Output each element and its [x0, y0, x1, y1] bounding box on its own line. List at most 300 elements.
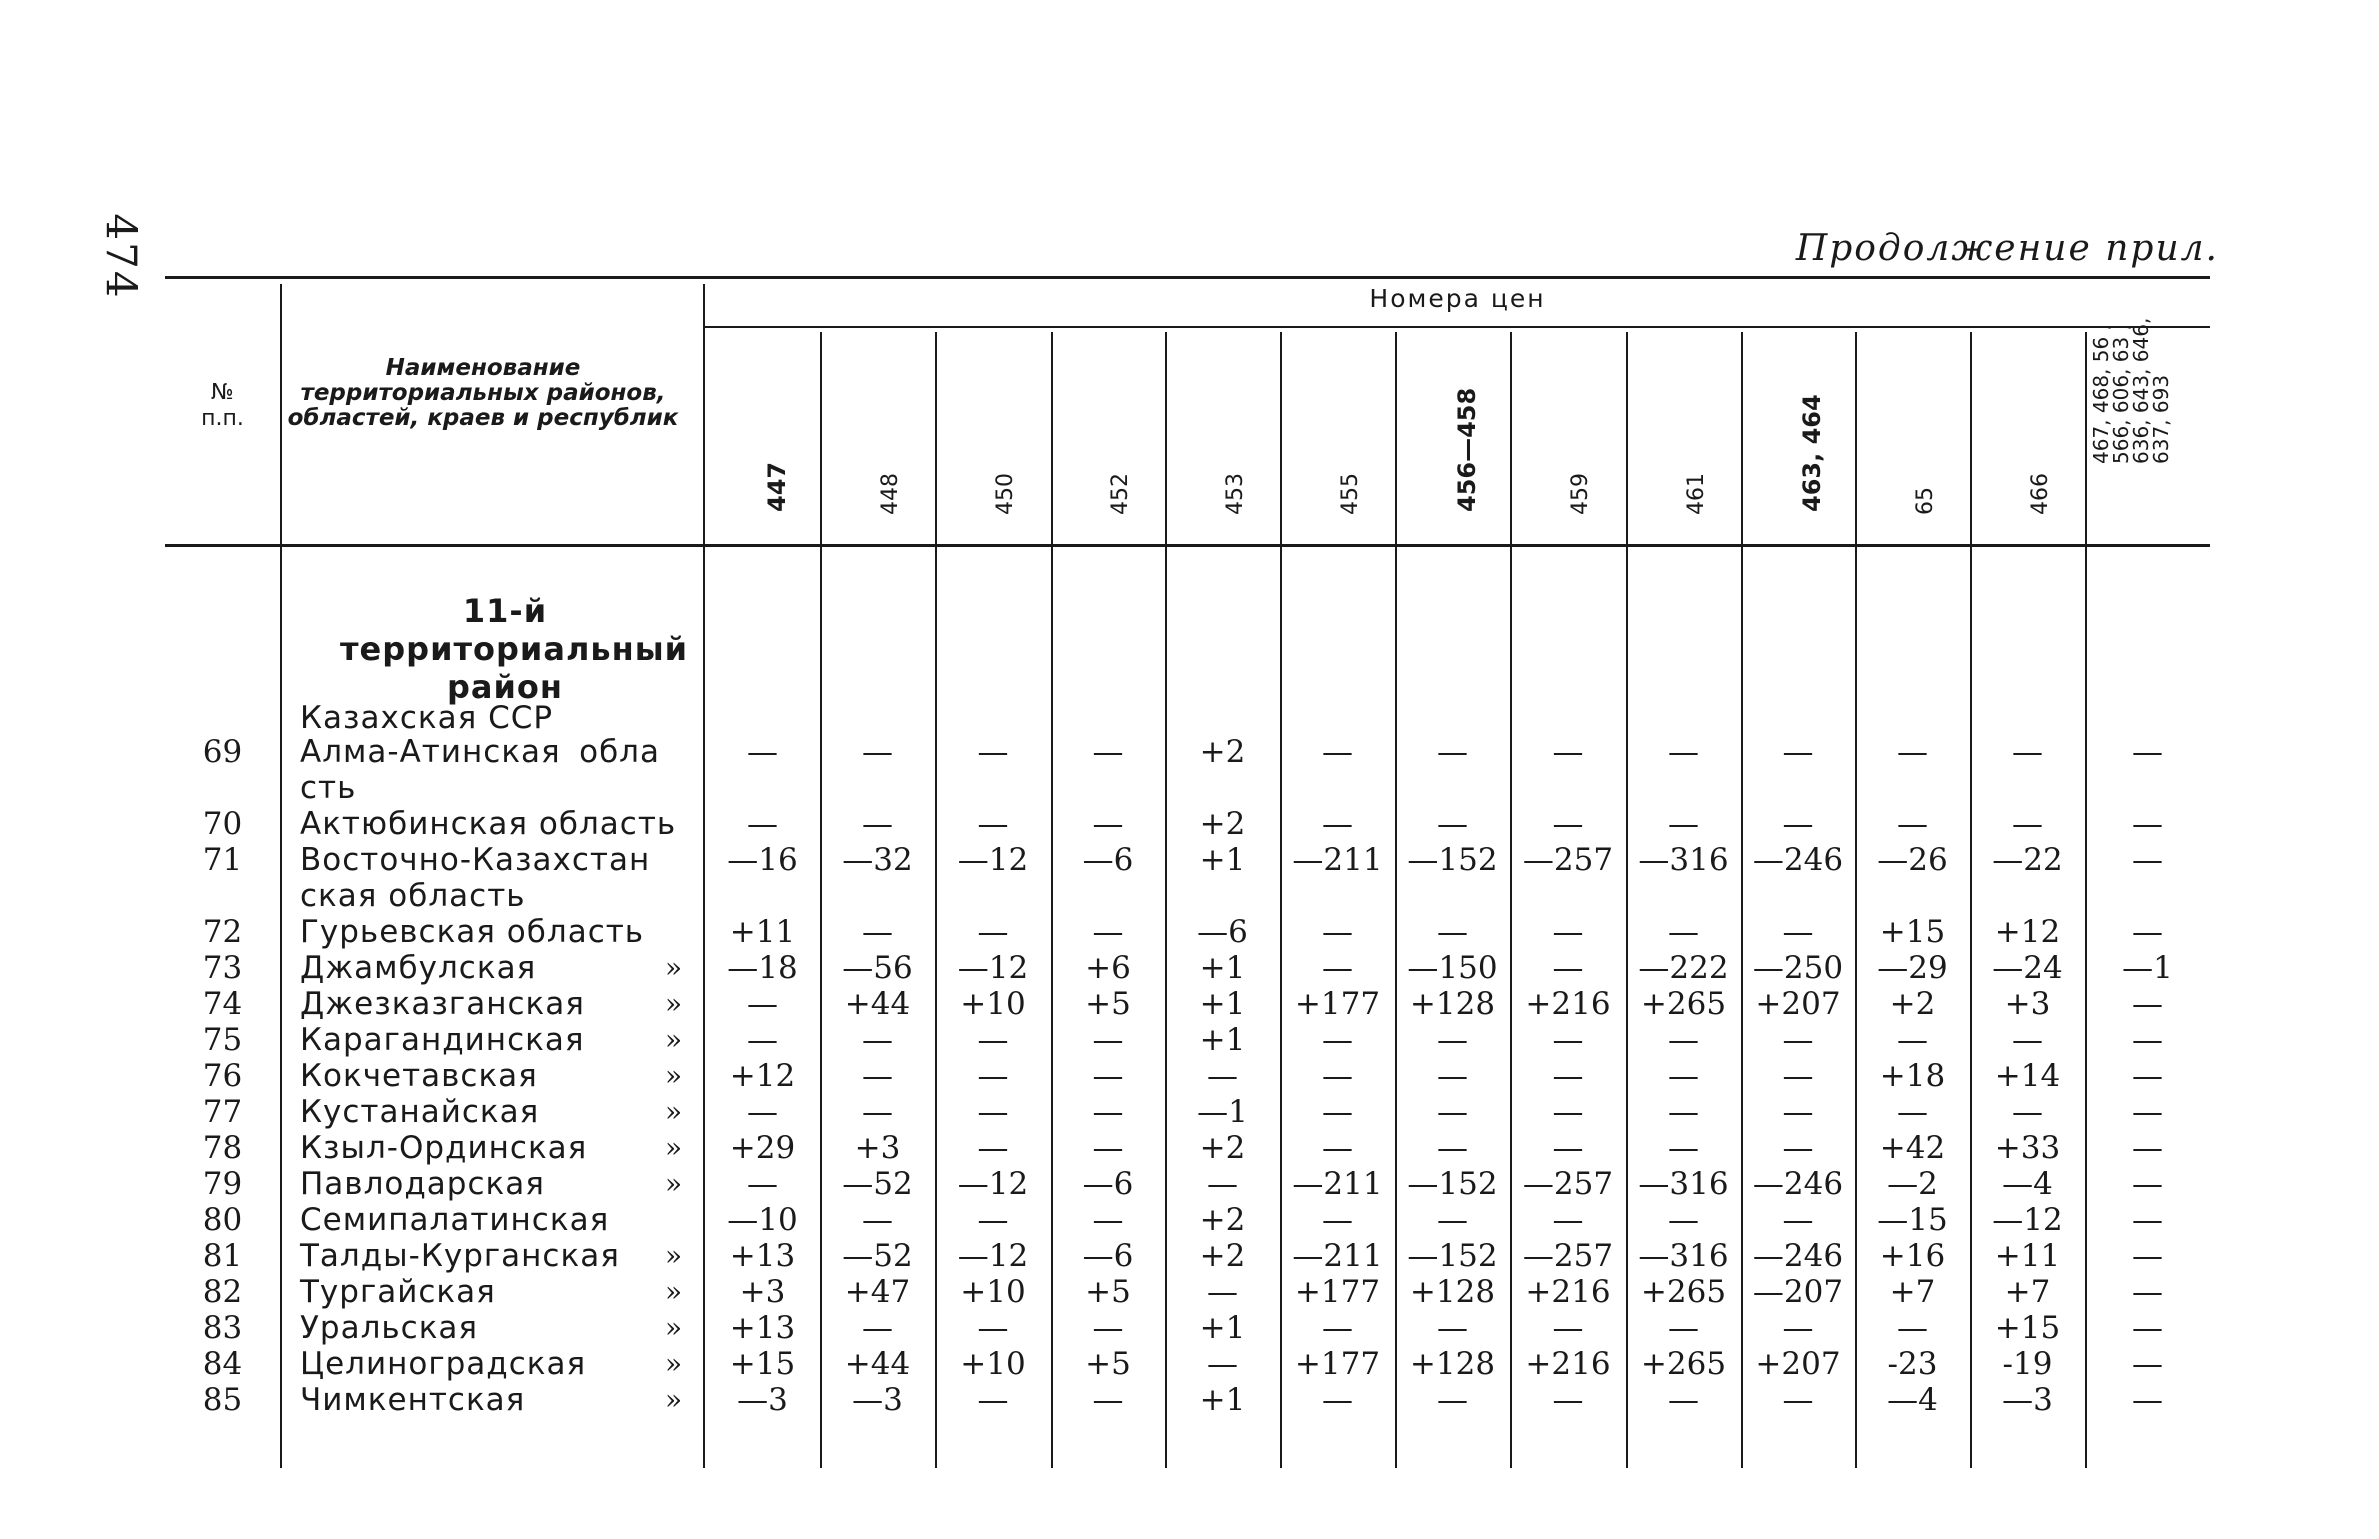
row-number: 83 [202, 1310, 243, 1346]
price-adjustment-cell: — [1782, 1022, 1814, 1058]
region-name: Кустанайская [300, 1094, 540, 1130]
ditto-mark: » [665, 1275, 683, 1308]
region-name: Чимкентская [300, 1382, 526, 1418]
price-column-label: 467, 468, 56 , 566, 606, 63 , 636, 643, 646, 637, 693 [2089, 317, 2173, 464]
price-column-label: 453 [1222, 473, 1248, 515]
price-adjustment-cell: +11 [729, 914, 796, 950]
price-adjustment-cell: +13 [729, 1238, 796, 1274]
region-name: Восточно-Казахстанская область [300, 842, 651, 914]
price-adjustment-cell: — [1322, 806, 1353, 842]
price-adjustment-cell: — [1782, 1094, 1814, 1130]
row-number: 84 [202, 1346, 243, 1382]
row-number: 78 [202, 1130, 243, 1166]
price-adjustment-cell: — [1092, 734, 1124, 770]
price-adjustment-cell: — [862, 1022, 893, 1058]
price-adjustment-cell: +1 [1199, 1310, 1246, 1346]
region-name: Кзыл-Ординская [300, 1130, 588, 1166]
price-adjustment-cell: — [1207, 1166, 1238, 1202]
price-adjustment-cell: — [2132, 914, 2163, 950]
price-adjustment-cell: —246 [1752, 1238, 1844, 1274]
price-column-header [1970, 342, 2085, 542]
price-adjustment-cell: +216 [1525, 986, 1611, 1022]
price-adjustment-cell: — [747, 1094, 778, 1130]
price-adjustment-cell: — [1322, 1058, 1353, 1094]
price-adjustment-cell: —12 [957, 950, 1029, 986]
price-adjustment-cell: —16 [727, 842, 798, 878]
price-adjustment-cell: — [1668, 806, 1699, 842]
price-adjustment-cell: +3 [854, 1130, 901, 1166]
price-adjustment-cell: — [862, 1094, 893, 1130]
price-adjustment-cell: +216 [1525, 1274, 1611, 1310]
price-adjustment-cell: —257 [1522, 1238, 1614, 1274]
page-number: 474 [96, 213, 146, 300]
section-title: 11-й территориальный район [340, 592, 689, 706]
price-adjustment-cell: — [1322, 1022, 1353, 1058]
price-adjustment-cell: — [1322, 1094, 1353, 1130]
price-adjustment-cell: — [1322, 1310, 1353, 1346]
table-row [165, 1022, 2210, 1058]
price-adjustment-cell: — [977, 806, 1009, 842]
price-adjustment-cell: — [1782, 1202, 1814, 1238]
price-adjustment-cell: — [1437, 1022, 1468, 1058]
table-row [165, 1166, 2210, 1202]
price-adjustment-cell: —6 [1082, 1238, 1134, 1274]
price-adjustment-cell: — [1897, 1094, 1928, 1130]
region-name: Семипалатинская [300, 1202, 610, 1238]
price-adjustment-cell: — [1552, 1382, 1584, 1418]
price-adjustment-cell: — [862, 1202, 893, 1238]
price-adjustment-cell: +207 [1755, 1346, 1841, 1382]
region-name: Гурьевская область [300, 914, 645, 950]
price-adjustment-cell: — [1782, 806, 1814, 842]
price-adjustment-cell: —152 [1407, 842, 1498, 878]
price-adjustment-cell: — [2012, 734, 2043, 770]
price-adjustment-cell: — [1552, 914, 1584, 950]
price-adjustment-cell: — [1322, 1130, 1353, 1166]
price-adjustment-cell: +10 [960, 1346, 1026, 1382]
price-adjustment-cell: — [1552, 1202, 1584, 1238]
price-adjustment-cell: — [1437, 1382, 1468, 1418]
table-row [165, 1382, 2210, 1418]
row-number: 72 [202, 914, 243, 950]
ditto-mark: » [665, 1311, 683, 1344]
region-name: Джезказганская [300, 986, 585, 1022]
price-column-label: 463, 464 [1798, 394, 1826, 512]
price-adjustment-cell: — [1552, 1094, 1584, 1130]
price-adjustment-table [165, 276, 2210, 1468]
price-adjustment-cell: — [2132, 1166, 2163, 1202]
price-column-header [1855, 342, 1970, 542]
price-adjustment-cell: —4 [2002, 1166, 2053, 1202]
price-adjustment-cell: +177 [1294, 1346, 1381, 1382]
price-column-label: 452 [1108, 473, 1133, 515]
price-adjustment-cell: +7 [1889, 1274, 1936, 1310]
row-number: 85 [202, 1382, 243, 1418]
price-adjustment-cell: —18 [727, 950, 798, 986]
price-adjustment-cell: — [1437, 1094, 1468, 1130]
price-adjustment-cell: — [977, 734, 1009, 770]
price-adjustment-cell: — [2132, 1130, 2163, 1166]
price-adjustment-cell: +265 [1640, 1346, 1727, 1382]
price-adjustment-cell: — [1897, 806, 1928, 842]
table-row [165, 950, 2210, 986]
price-adjustment-cell: +7 [2004, 1274, 2051, 1310]
price-adjustment-cell: — [1092, 1130, 1124, 1166]
ditto-mark: » [665, 1383, 683, 1416]
price-adjustment-cell: —1 [1197, 1094, 1248, 1130]
price-adjustment-cell: +5 [1085, 1274, 1131, 1310]
price-adjustment-cell: —211 [1292, 1238, 1383, 1274]
price-adjustment-cell: — [977, 1310, 1009, 1346]
price-adjustment-cell: +13 [729, 1310, 796, 1346]
table-row [165, 1058, 2210, 1094]
price-adjustment-cell: — [1552, 734, 1584, 770]
price-adjustment-cell: — [1092, 1094, 1124, 1130]
price-adjustment-cell: +128 [1409, 1274, 1496, 1310]
price-adjustment-cell: +207 [1755, 986, 1841, 1022]
region-name: Павлодарская [300, 1166, 545, 1202]
ditto-mark: » [665, 987, 683, 1020]
price-adjustment-cell: —316 [1638, 842, 1729, 878]
price-adjustment-cell: —222 [1638, 950, 1729, 986]
price-adjustment-cell: —316 [1638, 1238, 1729, 1274]
price-adjustment-cell: — [1897, 1310, 1928, 1346]
price-adjustment-cell: — [1437, 1202, 1468, 1238]
region-name-header: Наименование территориальных районов, областей, краев и республик [287, 355, 679, 431]
price-adjustment-cell: +2 [1199, 1238, 1246, 1274]
ditto-mark: » [665, 1131, 683, 1164]
table-row [165, 1094, 2210, 1130]
price-adjustment-cell: +12 [1994, 914, 2061, 950]
price-adjustment-cell: —152 [1407, 1238, 1498, 1274]
price-adjustment-cell: — [862, 734, 893, 770]
price-adjustment-cell: —52 [842, 1166, 913, 1202]
price-adjustment-cell: — [1322, 950, 1353, 986]
table-top-rule [165, 276, 2210, 279]
price-adjustment-cell: — [1437, 1130, 1468, 1166]
ditto-mark: » [665, 1023, 683, 1056]
price-adjustment-cell: — [2132, 1238, 2163, 1274]
price-adjustment-cell: +177 [1294, 1274, 1381, 1310]
price-adjustment-cell: — [1552, 806, 1584, 842]
price-adjustment-cell: — [2132, 1058, 2163, 1094]
price-adjustment-cell: — [862, 914, 893, 950]
price-column-header [820, 342, 935, 542]
price-adjustment-cell: —32 [842, 842, 913, 878]
region-name: Кокчетавская [300, 1058, 538, 1094]
price-adjustment-cell: —26 [1877, 842, 1948, 878]
price-adjustment-cell: +3 [2004, 986, 2051, 1022]
price-adjustment-cell: —22 [1992, 842, 2063, 878]
price-adjustment-cell: —2 [1887, 1166, 1938, 1202]
price-adjustment-cell: — [2132, 806, 2163, 842]
price-adjustment-cell: — [1897, 734, 1928, 770]
price-adjustment-cell: +10 [960, 1274, 1026, 1310]
ditto-mark: » [665, 1239, 683, 1272]
price-column-label: 448 [877, 473, 903, 515]
price-adjustment-cell: — [2012, 806, 2043, 842]
price-adjustment-cell: — [1668, 1058, 1699, 1094]
price-adjustment-cell: —6 [1197, 914, 1248, 950]
row-number: 74 [202, 986, 243, 1022]
price-adjustment-cell: — [2132, 1310, 2163, 1346]
row-number: 71 [202, 842, 243, 878]
price-column-label: 450 [993, 473, 1018, 515]
republic-row [165, 700, 2210, 736]
price-adjustment-cell: — [1322, 914, 1353, 950]
price-adjustment-cell: — [1552, 1310, 1584, 1346]
price-adjustment-cell: — [1782, 914, 1814, 950]
row-number: 75 [202, 1022, 243, 1058]
row-number: 77 [202, 1094, 243, 1130]
price-adjustment-cell: +29 [729, 1130, 796, 1166]
price-adjustment-cell: +44 [844, 986, 911, 1022]
price-adjustment-cell: — [1437, 734, 1468, 770]
region-name: Актюбинская область [300, 806, 677, 842]
price-adjustment-cell: +1 [1199, 986, 1246, 1022]
price-adjustment-cell: +14 [1994, 1058, 2061, 1094]
price-adjustment-cell: — [1092, 1382, 1124, 1418]
row-number: 81 [202, 1238, 243, 1274]
price-adjustment-cell: +2 [1199, 1130, 1246, 1166]
price-adjustment-cell: —3 [737, 1382, 788, 1418]
price-column-label: 456—458 [1452, 387, 1481, 512]
price-adjustment-cell: +6 [1085, 950, 1131, 986]
price-adjustment-cell: — [1668, 1382, 1699, 1418]
price-adjustment-cell: —246 [1752, 842, 1844, 878]
row-number-header: № п.п. [201, 380, 244, 431]
price-column-header [705, 342, 820, 542]
price-adjustment-cell: — [747, 1022, 778, 1058]
region-name: Уральская [300, 1310, 479, 1346]
price-column-header [1051, 342, 1165, 542]
price-adjustment-cell: +216 [1525, 1346, 1611, 1382]
table-row [165, 1238, 2210, 1274]
price-column-header [1280, 342, 1395, 542]
price-adjustment-cell: — [1668, 1130, 1699, 1166]
region-name: Тургайская [300, 1274, 496, 1310]
price-adjustment-cell: —52 [842, 1238, 913, 1274]
price-adjustment-cell: —56 [842, 950, 913, 986]
price-column-label: 466 [2027, 473, 2053, 515]
ditto-mark: » [665, 1167, 683, 1200]
price-adjustment-cell: — [1668, 1022, 1699, 1058]
price-adjustment-cell: — [1552, 1058, 1584, 1094]
price-adjustment-cell: +18 [1879, 1058, 1946, 1094]
republic-name: Казахская ССР [300, 700, 554, 736]
row-number: 69 [202, 734, 243, 770]
price-adjustment-cell: — [1207, 1274, 1238, 1310]
region-name: Талды-Курганская [300, 1238, 620, 1274]
price-adjustment-cell: +1 [1199, 842, 1246, 878]
ditto-mark: » [665, 1095, 683, 1128]
price-adjustment-cell: — [1782, 1310, 1814, 1346]
price-adjustment-cell: +11 [1994, 1238, 2061, 1274]
price-adjustment-cell: — [1552, 1130, 1584, 1166]
price-adjustment-cell: — [2132, 1346, 2163, 1382]
table-row [165, 1310, 2210, 1346]
row-number: 70 [202, 806, 243, 842]
price-column-label: 447 [762, 461, 791, 512]
price-adjustment-cell: —15 [1877, 1202, 1948, 1238]
price-adjustment-cell: +2 [1199, 806, 1246, 842]
price-adjustment-cell: +2 [1199, 1202, 1246, 1238]
price-adjustment-cell: +1 [1199, 1022, 1246, 1058]
price-adjustment-cell: — [977, 1022, 1009, 1058]
price-adjustment-cell: — [1322, 1382, 1353, 1418]
price-adjustment-cell: -23 [1887, 1346, 1938, 1382]
price-adjustment-cell: —10 [727, 1202, 798, 1238]
price-adjustment-cell: — [2012, 1094, 2043, 1130]
price-adjustment-cell: — [1207, 1346, 1238, 1382]
price-adjustment-cell: —150 [1407, 950, 1498, 986]
price-adjustment-cell: —12 [957, 1166, 1029, 1202]
price-adjustment-cell: — [1552, 1022, 1584, 1058]
price-adjustment-cell: — [1437, 1058, 1468, 1094]
price-adjustment-cell: +42 [1879, 1130, 1946, 1166]
price-column-header [935, 342, 1051, 542]
price-adjustment-cell: +2 [1889, 986, 1936, 1022]
header-bottom-rule [165, 544, 2210, 547]
price-adjustment-cell: —6 [1082, 1166, 1134, 1202]
price-adjustment-cell: — [747, 806, 778, 842]
price-adjustment-cell: — [2132, 1094, 2163, 1130]
price-adjustment-cell: —1 [2122, 950, 2173, 986]
price-column-label: 459 [1568, 473, 1593, 515]
price-adjustment-cell: — [2132, 986, 2163, 1022]
price-column-header [1626, 342, 1741, 542]
price-column-label: 455 [1337, 473, 1363, 515]
table-row [165, 1202, 2210, 1238]
table-row [165, 806, 2210, 842]
price-adjustment-cell: +47 [844, 1274, 911, 1310]
price-adjustment-cell: —12 [957, 842, 1029, 878]
price-adjustment-cell: +265 [1640, 986, 1727, 1022]
ditto-mark: » [665, 951, 683, 984]
price-adjustment-cell: — [977, 1382, 1009, 1418]
price-adjustment-cell: +15 [729, 1346, 796, 1382]
continuation-label: Продолжение прил. [1795, 228, 2219, 269]
price-adjustment-cell: — [1092, 1058, 1124, 1094]
price-adjustment-cell: +10 [960, 986, 1026, 1022]
price-group-rule [705, 326, 2210, 328]
price-adjustment-cell: — [1668, 914, 1699, 950]
price-adjustment-cell: — [1782, 1058, 1814, 1094]
price-column-label: 65 [1912, 487, 1938, 515]
price-adjustment-cell: — [1668, 734, 1699, 770]
price-adjustment-cell: — [2132, 1274, 2163, 1310]
table-row [165, 986, 2210, 1022]
price-adjustment-cell: — [862, 1310, 893, 1346]
table-row [165, 734, 2210, 806]
price-adjustment-cell: —211 [1292, 1166, 1383, 1202]
price-adjustment-cell: +12 [729, 1058, 796, 1094]
price-adjustment-cell: — [1207, 1058, 1238, 1094]
price-adjustment-cell: — [977, 1130, 1009, 1166]
price-adjustment-cell: — [1092, 1022, 1124, 1058]
price-adjustment-cell: — [977, 1058, 1009, 1094]
table-row [165, 1346, 2210, 1382]
price-adjustment-cell: —12 [957, 1238, 1029, 1274]
price-adjustment-cell: +128 [1409, 986, 1496, 1022]
price-adjustment-cell: — [1782, 734, 1814, 770]
price-adjustment-cell: —12 [1992, 1202, 2063, 1238]
price-adjustment-cell: +33 [1994, 1130, 2061, 1166]
row-number: 80 [202, 1202, 243, 1238]
price-adjustment-cell: +16 [1879, 1238, 1946, 1274]
price-adjustment-cell: — [2132, 734, 2163, 770]
price-adjustment-cell: —4 [1887, 1382, 1938, 1418]
price-column-header [1395, 342, 1510, 542]
price-adjustment-cell: — [1437, 806, 1468, 842]
price-adjustment-cell: +2 [1199, 734, 1246, 770]
row-number: 76 [202, 1058, 243, 1094]
price-adjustment-cell: —3 [2002, 1382, 2053, 1418]
price-adjustment-cell: — [1668, 1202, 1699, 1238]
price-adjustment-cell: — [747, 734, 778, 770]
price-adjustment-cell: —3 [852, 1382, 903, 1418]
price-adjustment-cell: — [977, 914, 1009, 950]
price-adjustment-cell: +177 [1294, 986, 1381, 1022]
price-adjustment-cell: —152 [1407, 1166, 1498, 1202]
price-adjustment-cell: — [747, 986, 778, 1022]
ditto-mark: » [665, 1347, 683, 1380]
price-adjustment-cell: — [2132, 1202, 2163, 1238]
table-row [165, 842, 2210, 914]
price-adjustment-cell: +44 [844, 1346, 911, 1382]
price-adjustment-cell: — [1552, 950, 1584, 986]
region-name: Джамбулская [300, 950, 537, 986]
price-adjustment-cell: — [977, 1094, 1009, 1130]
price-adjustment-cell: — [1668, 1310, 1699, 1346]
price-adjustment-cell: —6 [1082, 842, 1134, 878]
price-adjustment-cell: — [862, 1058, 893, 1094]
price-adjustment-cell: +5 [1085, 1346, 1131, 1382]
region-name: Целиноградская [300, 1346, 587, 1382]
price-adjustment-cell: — [1897, 1022, 1928, 1058]
region-name: Карагандинская [300, 1022, 585, 1058]
price-adjustment-cell: — [2132, 1382, 2163, 1418]
price-adjustment-cell: +5 [1085, 986, 1131, 1022]
price-adjustment-cell: —207 [1752, 1274, 1844, 1310]
price-adjustment-cell: —257 [1522, 842, 1614, 878]
price-adjustment-cell: +1 [1199, 1382, 1246, 1418]
price-adjustment-cell: —257 [1522, 1166, 1614, 1202]
table-row [165, 1274, 2210, 1310]
price-adjustment-cell: — [1437, 914, 1468, 950]
price-adjustment-cell: — [977, 1202, 1009, 1238]
price-adjustment-cell: —24 [1992, 950, 2063, 986]
price-adjustment-cell: — [2132, 842, 2163, 878]
price-adjustment-cell: — [2012, 1022, 2043, 1058]
price-adjustment-cell: +15 [1994, 1310, 2061, 1346]
price-adjustment-cell: —29 [1877, 950, 1948, 986]
price-adjustment-cell: — [2132, 1022, 2163, 1058]
price-adjustment-cell: +15 [1879, 914, 1946, 950]
price-adjustment-cell: — [1782, 1382, 1814, 1418]
table-row [165, 914, 2210, 950]
price-column-header [2085, 317, 2210, 542]
price-adjustment-cell: —246 [1752, 1166, 1844, 1202]
row-number: 82 [202, 1274, 243, 1310]
price-adjustment-cell: —250 [1752, 950, 1844, 986]
price-column-header [1165, 342, 1280, 542]
price-adjustment-cell: — [1437, 1310, 1468, 1346]
price-adjustment-cell: +3 [739, 1274, 786, 1310]
price-adjustment-cell: — [1092, 1202, 1124, 1238]
price-adjustment-cell: — [747, 1166, 778, 1202]
price-adjustment-cell: — [1092, 1310, 1124, 1346]
